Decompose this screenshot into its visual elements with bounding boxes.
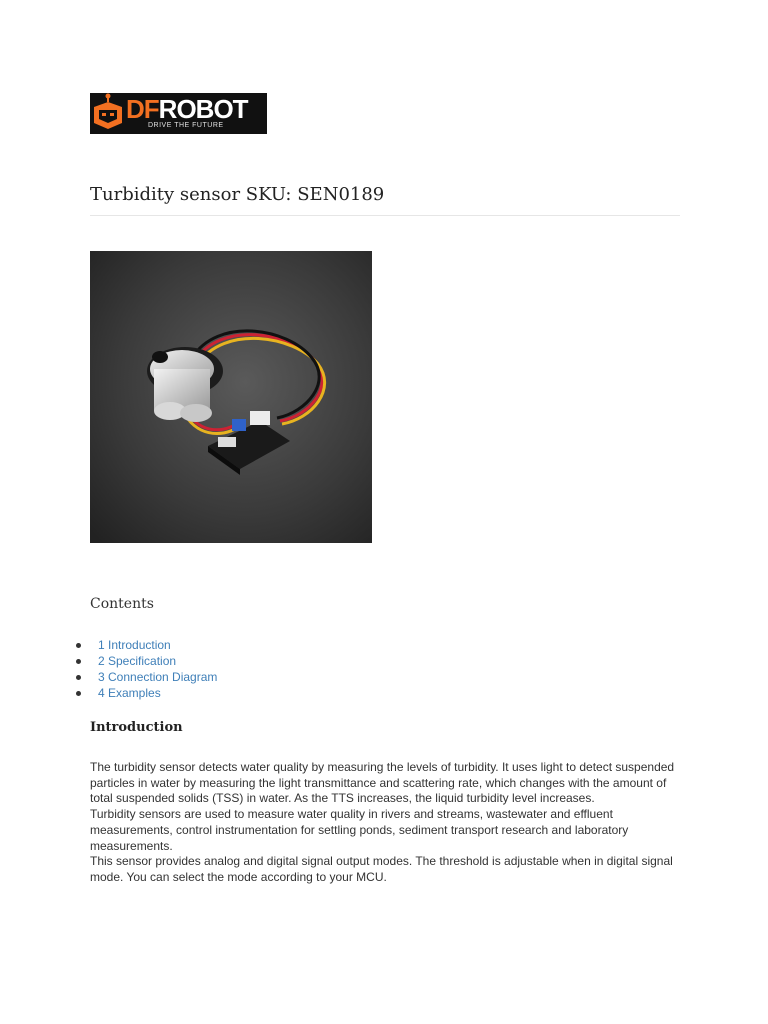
robot-head-icon [90, 93, 126, 134]
toc-link-specification[interactable]: 2 Specification [98, 654, 177, 668]
toc-item [76, 637, 217, 653]
bullet-icon [76, 691, 81, 696]
introduction-paragraph: This sensor provides analog and digital signal output modes. The threshold is adjustable when in digital signal mode. You can select the mode according to your MCU. [90, 854, 673, 884]
bullet-icon [76, 675, 81, 680]
logo-wordmark-robot: ROBOT [158, 94, 248, 124]
dfrobot-logo[interactable] [90, 93, 267, 134]
bullet-icon [76, 659, 81, 664]
table-of-contents [76, 637, 217, 701]
product-photo [90, 251, 372, 543]
introduction-body [90, 760, 680, 886]
toc-item [76, 685, 217, 701]
bullet-icon [76, 643, 81, 648]
toc-item [76, 653, 217, 669]
introduction-paragraph: Turbidity sensors are used to measure water quality in rivers and streams, wastewater and effluent measurements, control instrumentation for settling ponds, sediment transport research and laboratory measurements. [90, 807, 629, 853]
logo-wordmark [126, 96, 248, 122]
logo-wordmark-df: DF [126, 94, 159, 124]
page-title: Turbidity sensor SKU: SEN0189 [90, 184, 385, 205]
title-divider [90, 215, 680, 216]
toc-link-examples[interactable]: 4 Examples [98, 686, 161, 700]
introduction-heading: Introduction [90, 720, 183, 735]
logo-tagline: DRIVE THE FUTURE [148, 122, 224, 129]
toc-link-introduction[interactable]: 1 Introduction [98, 638, 171, 652]
introduction-paragraph: The turbidity sensor detects water quality by measuring the levels of turbidity. It uses light to detect suspended particles in water by measuring the light transmittance and scattering rate, which changes with the amount of total suspended solids (TSS) in water. As the TTS increases, the liquid turbidity level increases. [90, 760, 675, 806]
contents-heading: Contents [90, 596, 154, 612]
toc-link-connection-diagram[interactable]: 3 Connection Diagram [98, 670, 218, 684]
toc-item [76, 669, 217, 685]
